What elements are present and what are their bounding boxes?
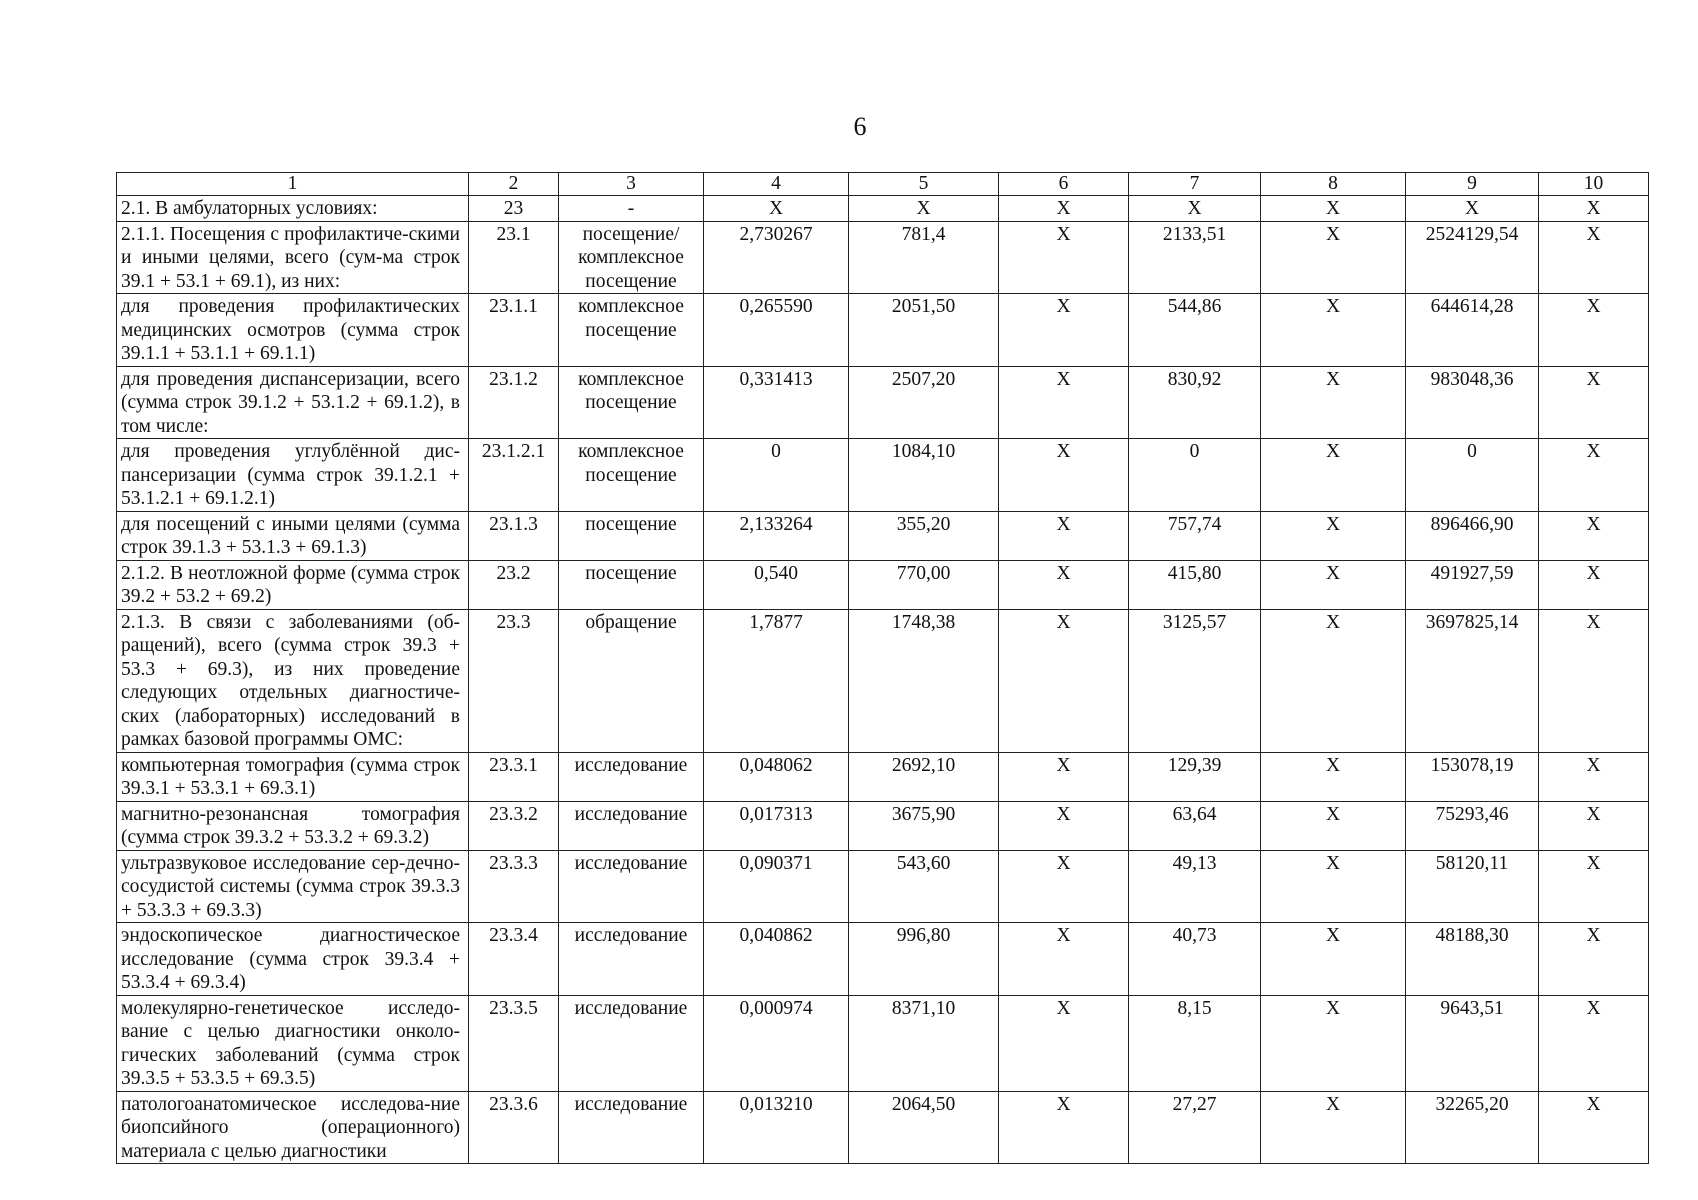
row-unit-cell: комплексное посещение — [559, 294, 704, 367]
col9-cell: 0 — [1406, 439, 1539, 512]
column-number-cell: 4 — [704, 173, 849, 196]
col6-cell: Х — [999, 221, 1129, 294]
col8-cell: Х — [1261, 366, 1406, 439]
col6-cell: Х — [999, 752, 1129, 801]
col7-cell: 49,13 — [1129, 850, 1261, 923]
col5-cell: 1084,10 — [849, 439, 999, 512]
row-unit-cell: исследование — [559, 923, 704, 996]
row-code-cell: 23.1.3 — [469, 511, 559, 560]
row-unit-cell: обращение — [559, 609, 704, 752]
col8-cell: Х — [1261, 801, 1406, 850]
col8-cell: Х — [1261, 752, 1406, 801]
col4-cell: 0 — [704, 439, 849, 512]
col7-cell: 27,27 — [1129, 1091, 1261, 1164]
col9-cell: 491927,59 — [1406, 560, 1539, 609]
col5-cell: 1748,38 — [849, 609, 999, 752]
col5-cell: 770,00 — [849, 560, 999, 609]
column-number-cell: 9 — [1406, 173, 1539, 196]
col10-cell: Х — [1539, 560, 1649, 609]
col7-cell: 830,92 — [1129, 366, 1261, 439]
col8-cell: Х — [1261, 850, 1406, 923]
column-number-cell: 7 — [1129, 173, 1261, 196]
col8-cell: Х — [1261, 196, 1406, 222]
col4-cell: Х — [704, 196, 849, 222]
col4-cell: 0,540 — [704, 560, 849, 609]
row-name-cell: для посещений с иными целями (сумма строк 39.1.3 + 53.1.3 + 69.1.3) — [117, 511, 469, 560]
table-row — [117, 511, 1649, 560]
table-row — [117, 560, 1649, 609]
row-code-cell: 23.3 — [469, 609, 559, 752]
col7-cell: 129,39 — [1129, 752, 1261, 801]
row-name-cell: для проведения углублённой дис-пансеризации (сумма строк 39.1.2.1 + 53.1.2.1 + 69.1.2.1) — [117, 439, 469, 512]
column-number-cell: 10 — [1539, 173, 1649, 196]
col5-cell: 355,20 — [849, 511, 999, 560]
row-code-cell: 23.3.1 — [469, 752, 559, 801]
col7-cell: 63,64 — [1129, 801, 1261, 850]
column-number-row — [117, 173, 1649, 196]
row-code-cell: 23.3.6 — [469, 1091, 559, 1164]
col6-cell: Х — [999, 1091, 1129, 1164]
col9-cell: 153078,19 — [1406, 752, 1539, 801]
row-name-cell: для проведения профилактических медицинских осмотров (сумма строк 39.1.1 + 53.1.1 + 69.1.1) — [117, 294, 469, 367]
col4-cell: 1,7877 — [704, 609, 849, 752]
col9-cell: 58120,11 — [1406, 850, 1539, 923]
table-row — [117, 850, 1649, 923]
col9-cell: 896466,90 — [1406, 511, 1539, 560]
col4-cell: 2,730267 — [704, 221, 849, 294]
row-unit-cell: исследование — [559, 801, 704, 850]
col6-cell: Х — [999, 850, 1129, 923]
col6-cell: Х — [999, 511, 1129, 560]
col5-cell: 781,4 — [849, 221, 999, 294]
row-name-cell: магнитно-резонансная томография (сумма строк 39.3.2 + 53.3.2 + 69.3.2) — [117, 801, 469, 850]
col9-cell: 75293,46 — [1406, 801, 1539, 850]
col5-cell: 543,60 — [849, 850, 999, 923]
col5-cell: 8371,10 — [849, 995, 999, 1091]
col5-cell: 2507,20 — [849, 366, 999, 439]
col4-cell: 0,331413 — [704, 366, 849, 439]
table-row — [117, 366, 1649, 439]
col4-cell: 0,017313 — [704, 801, 849, 850]
col8-cell: Х — [1261, 294, 1406, 367]
col7-cell: 2133,51 — [1129, 221, 1261, 294]
table-row — [117, 752, 1649, 801]
column-number-cell: 5 — [849, 173, 999, 196]
row-unit-cell: исследование — [559, 752, 704, 801]
row-name-cell: эндоскопическое диагностическое исследование (сумма строк 39.3.4 + 53.3.4 + 69.3.4) — [117, 923, 469, 996]
row-unit-cell: - — [559, 196, 704, 222]
table-row — [117, 439, 1649, 512]
row-unit-cell: комплексное посещение — [559, 366, 704, 439]
col5-cell: 996,80 — [849, 923, 999, 996]
col6-cell: Х — [999, 801, 1129, 850]
row-name-cell: молекулярно-генетическое исследо-вание с целью диагностики онколо-гических заболеваний (сумма строк 39.3.5 + 53.3.5 + 69.3.5) — [117, 995, 469, 1091]
col4-cell: 0,013210 — [704, 1091, 849, 1164]
col8-cell: Х — [1261, 923, 1406, 996]
col9-cell: 32265,20 — [1406, 1091, 1539, 1164]
row-unit-cell: комплексное посещение — [559, 439, 704, 512]
col4-cell: 0,040862 — [704, 923, 849, 996]
col6-cell: Х — [999, 995, 1129, 1091]
col4-cell: 0,048062 — [704, 752, 849, 801]
row-name-cell: 2.1.2. В неотложной форме (сумма строк 39.2 + 53.2 + 69.2) — [117, 560, 469, 609]
col6-cell: Х — [999, 560, 1129, 609]
row-unit-cell: посещение — [559, 560, 704, 609]
col6-cell: Х — [999, 366, 1129, 439]
col10-cell: Х — [1539, 196, 1649, 222]
row-name-cell: ультразвуковое исследование сер-дечно-сосудистой системы (сумма строк 39.3.3 + 53.3.3 + 69.3.3) — [117, 850, 469, 923]
col8-cell: Х — [1261, 221, 1406, 294]
col5-cell: 2064,50 — [849, 1091, 999, 1164]
col10-cell: Х — [1539, 1091, 1649, 1164]
col9-cell: Х — [1406, 196, 1539, 222]
col10-cell: Х — [1539, 609, 1649, 752]
column-number-cell: 6 — [999, 173, 1129, 196]
table-row — [117, 1091, 1649, 1164]
row-code-cell: 23.3.3 — [469, 850, 559, 923]
row-unit-cell: посещение — [559, 511, 704, 560]
row-code-cell: 23.3.5 — [469, 995, 559, 1091]
col7-cell: 757,74 — [1129, 511, 1261, 560]
table-row — [117, 609, 1649, 752]
table-row — [117, 995, 1649, 1091]
col8-cell: Х — [1261, 439, 1406, 512]
col6-cell: Х — [999, 196, 1129, 222]
col9-cell: 9643,51 — [1406, 995, 1539, 1091]
col9-cell: 644614,28 — [1406, 294, 1539, 367]
table-row — [117, 294, 1649, 367]
col7-cell: 544,86 — [1129, 294, 1261, 367]
data-table — [116, 172, 1649, 1164]
col10-cell: Х — [1539, 439, 1649, 512]
col10-cell: Х — [1539, 511, 1649, 560]
col7-cell: 8,15 — [1129, 995, 1261, 1091]
row-unit-cell: исследование — [559, 850, 704, 923]
table-row — [117, 923, 1649, 996]
row-code-cell: 23.1 — [469, 221, 559, 294]
col9-cell: 48188,30 — [1406, 923, 1539, 996]
col8-cell: Х — [1261, 560, 1406, 609]
col10-cell: Х — [1539, 995, 1649, 1091]
col6-cell: Х — [999, 439, 1129, 512]
col7-cell: 415,80 — [1129, 560, 1261, 609]
col10-cell: Х — [1539, 294, 1649, 367]
col4-cell: 0,000974 — [704, 995, 849, 1091]
col6-cell: Х — [999, 609, 1129, 752]
col5-cell: Х — [849, 196, 999, 222]
row-unit-cell: исследование — [559, 1091, 704, 1164]
col8-cell: Х — [1261, 609, 1406, 752]
col6-cell: Х — [999, 923, 1129, 996]
col7-cell: 40,73 — [1129, 923, 1261, 996]
row-name-cell: 2.1.3. В связи с заболеваниями (об-ращений), всего (сумма строк 39.3 + 53.3 + 69.3), из них проведение следующих отдельных диагностиче-ских (лабораторных) исследований в рамках базовой программы ОМС: — [117, 609, 469, 752]
table-row — [117, 801, 1649, 850]
table-row — [117, 221, 1649, 294]
row-unit-cell: исследование — [559, 995, 704, 1091]
col4-cell: 0,090371 — [704, 850, 849, 923]
col4-cell: 2,133264 — [704, 511, 849, 560]
row-name-cell: 2.1.1. Посещения с профилактиче-скими и иными целями, всего (сум-ма строк 39.1 + 53.1 + 69.1), из них: — [117, 221, 469, 294]
row-code-cell: 23.3.2 — [469, 801, 559, 850]
col10-cell: Х — [1539, 221, 1649, 294]
col10-cell: Х — [1539, 752, 1649, 801]
col10-cell: Х — [1539, 923, 1649, 996]
col7-cell: Х — [1129, 196, 1261, 222]
col10-cell: Х — [1539, 850, 1649, 923]
column-number-cell: 3 — [559, 173, 704, 196]
row-code-cell: 23.1.1 — [469, 294, 559, 367]
col7-cell: 0 — [1129, 439, 1261, 512]
col9-cell: 2524129,54 — [1406, 221, 1539, 294]
col9-cell: 3697825,14 — [1406, 609, 1539, 752]
row-name-cell: компьютерная томография (сумма строк 39.3.1 + 53.3.1 + 69.3.1) — [117, 752, 469, 801]
row-name-cell: 2.1. В амбулаторных условиях: — [117, 196, 469, 222]
col6-cell: Х — [999, 294, 1129, 367]
row-code-cell: 23.1.2.1 — [469, 439, 559, 512]
col5-cell: 2692,10 — [849, 752, 999, 801]
row-code-cell: 23.1.2 — [469, 366, 559, 439]
col4-cell: 0,265590 — [704, 294, 849, 367]
col5-cell: 2051,50 — [849, 294, 999, 367]
column-number-cell: 1 — [117, 173, 469, 196]
row-code-cell: 23.3.4 — [469, 923, 559, 996]
col10-cell: Х — [1539, 366, 1649, 439]
col8-cell: Х — [1261, 995, 1406, 1091]
col5-cell: 3675,90 — [849, 801, 999, 850]
row-name-cell: патологоанатомическое исследова-ние биопсийного (операционного) материала с целью диагностики — [117, 1091, 469, 1164]
column-number-cell: 8 — [1261, 173, 1406, 196]
col8-cell: Х — [1261, 1091, 1406, 1164]
page-number: 6 — [853, 112, 867, 141]
row-code-cell: 23 — [469, 196, 559, 222]
row-name-cell: для проведения диспансеризации, всего (сумма строк 39.1.2 + 53.1.2 + 69.1.2), в том числе: — [117, 366, 469, 439]
table-row — [117, 196, 1649, 222]
col7-cell: 3125,57 — [1129, 609, 1261, 752]
row-code-cell: 23.2 — [469, 560, 559, 609]
col8-cell: Х — [1261, 511, 1406, 560]
col9-cell: 983048,36 — [1406, 366, 1539, 439]
col10-cell: Х — [1539, 801, 1649, 850]
column-number-cell: 2 — [469, 173, 559, 196]
row-unit-cell: посещение/ комплексное посещение — [559, 221, 704, 294]
